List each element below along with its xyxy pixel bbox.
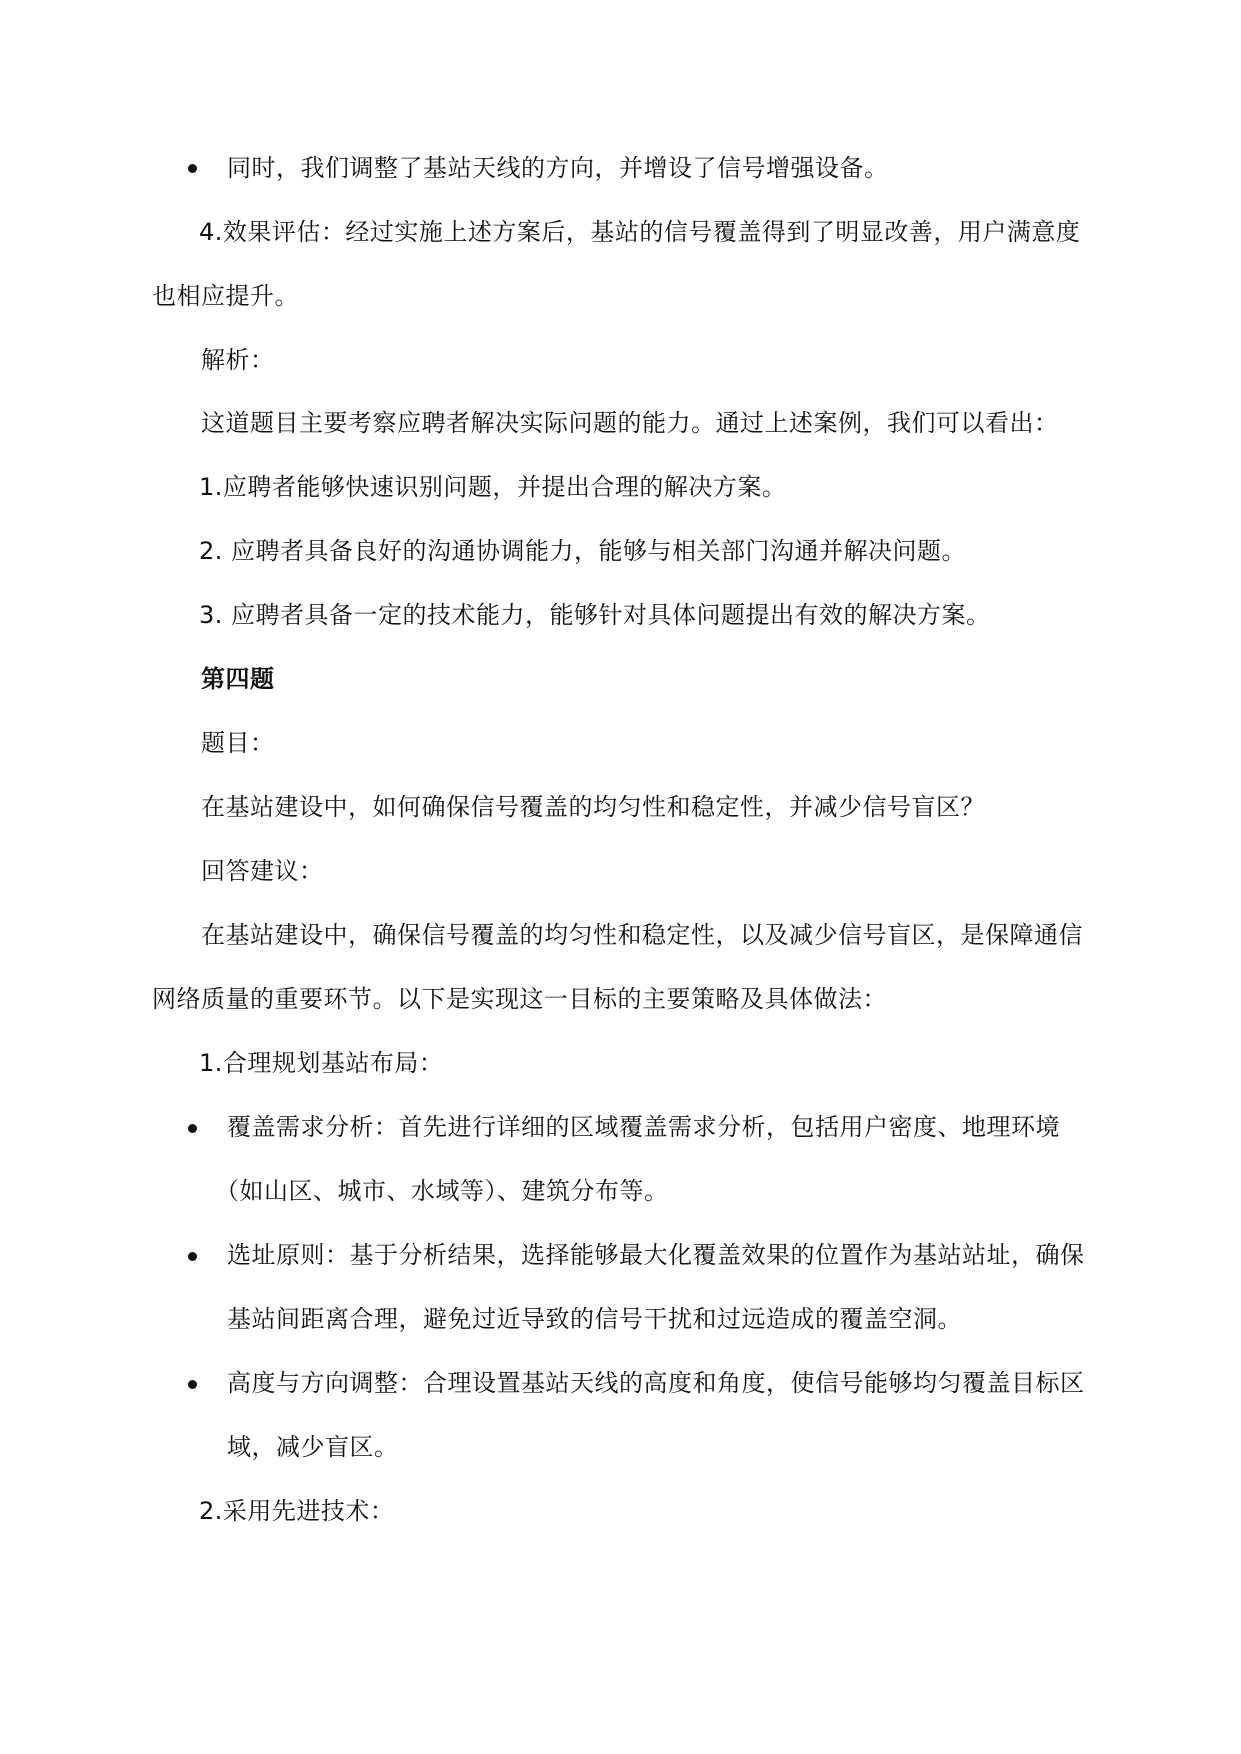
section-heading: 第四题 <box>201 665 275 693</box>
bullet-dot-3 <box>188 1252 197 1261</box>
analysis-label: 解析： <box>201 346 275 374</box>
analysis-point-2: 2. 应聘者具备良好的沟通协调能力，能够与相关部门沟通并解决问题。 <box>199 537 967 565</box>
strategy-1-bullet-1-line-1: 覆盖需求分析：首先进行详细的区域覆盖需求分析，包括用户密度、地理环境 <box>227 1113 1060 1141</box>
strategy-1-title: 1.合理规划基站布局： <box>199 1049 444 1077</box>
answer-label: 回答建议： <box>201 857 324 885</box>
bullet-text-1: 同时，我们调整了基站天线的方向，并增设了信号增强设备。 <box>227 154 889 182</box>
question-text: 在基站建设中，如何确保信号覆盖的均匀性和稳定性，并减少信号盲区？ <box>201 793 985 821</box>
analysis-intro: 这道题目主要考察应聘者解决实际问题的能力。通过上述案例，我们可以看出： <box>201 409 1059 437</box>
bullet-dot-2 <box>188 1124 197 1133</box>
strategy-1-bullet-2-line-1: 选址原则：基于分析结果，选择能够最大化覆盖效果的位置作为基站站址，确保 <box>227 1241 1085 1269</box>
bullet-dot-1 <box>188 164 197 173</box>
effect-line-1: 4.效果评估：经过实施上述方案后，基站的信号覆盖得到了明显改善，用户满意度 <box>199 218 1081 246</box>
strategy-1-bullet-3-line-1: 高度与方向调整：合理设置基站天线的高度和角度，使信号能够均匀覆盖目标区 <box>227 1369 1085 1397</box>
strategy-1-bullet-2-line-2: 基站间距离合理，避免过近导致的信号干扰和过远造成的覆盖空洞。 <box>227 1305 962 1333</box>
answer-intro-line-1: 在基站建设中，确保信号覆盖的均匀性和稳定性，以及减少信号盲区，是保障通信 <box>201 921 1083 949</box>
strategy-1-bullet-1-line-2: （如山区、城市、水域等）、建筑分布等。 <box>215 1177 669 1205</box>
strategy-2-title: 2.采用先进技术： <box>199 1497 395 1525</box>
effect-line-2: 也相应提升。 <box>152 282 299 310</box>
strategy-1-bullet-3-line-2: 域，减少盲区。 <box>227 1433 399 1461</box>
question-label: 题目： <box>201 729 275 757</box>
answer-intro-line-2: 网络质量的重要环节。以下是实现这一目标的主要策略及具体做法： <box>152 985 887 1013</box>
analysis-point-3: 3. 应聘者具备一定的技术能力，能够针对具体问题提出有效的解决方案。 <box>199 601 991 629</box>
bullet-dot-4 <box>188 1380 197 1389</box>
analysis-point-1: 1.应聘者能够快速识别问题，并提出合理的解决方案。 <box>199 473 787 501</box>
